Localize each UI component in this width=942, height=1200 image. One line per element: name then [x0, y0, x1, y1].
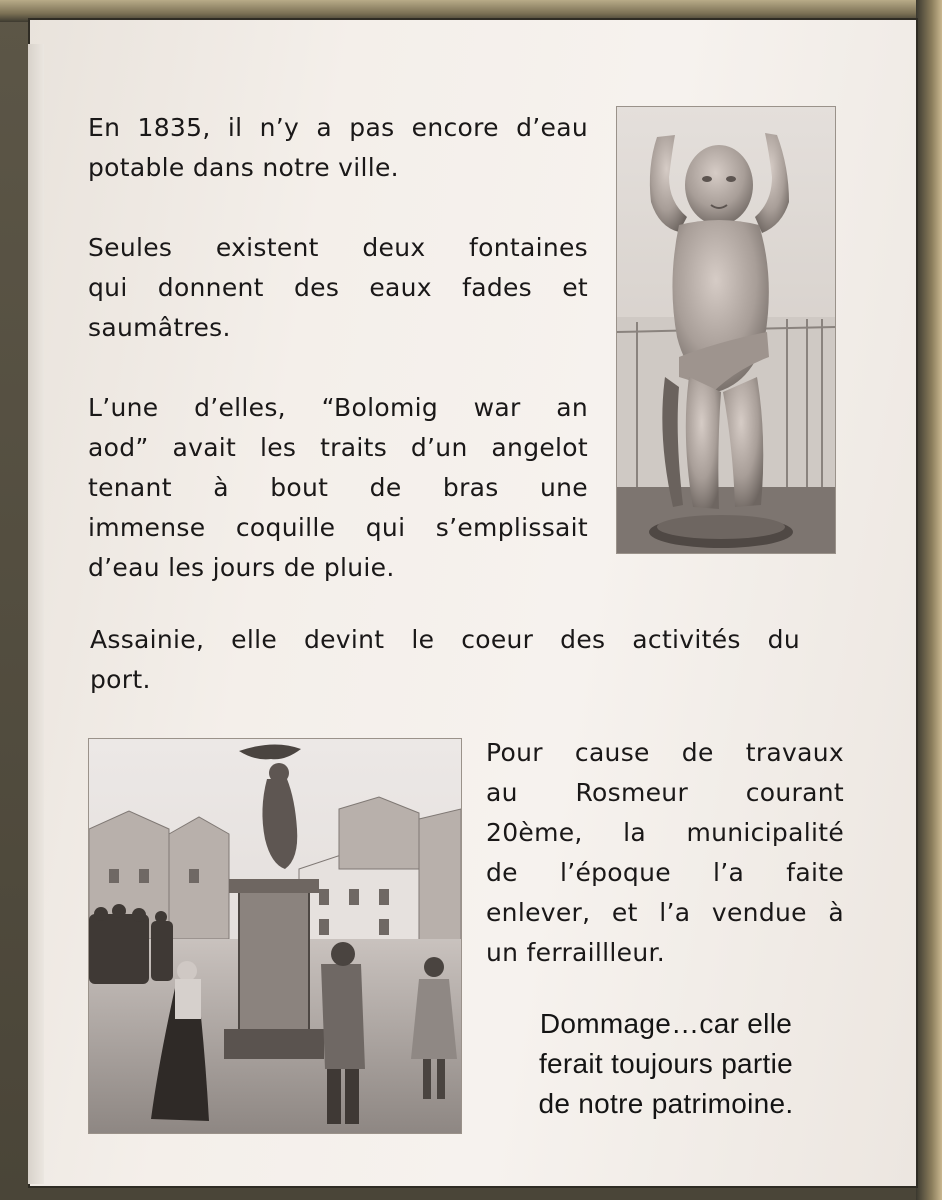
text-line: Assainie, elle devint le coeur des activités du [90, 625, 800, 654]
text-line: d’eau les jours de pluie. [88, 553, 395, 582]
paragraph-5 [486, 733, 844, 973]
text-line: de notre patrimoine. [538, 1088, 794, 1119]
text-line: 20ème, la municipalité [486, 818, 844, 847]
text-line: de l’époque l’a faite [486, 858, 844, 887]
text-line: port. [90, 665, 151, 694]
paragraph-3 [88, 388, 588, 588]
text-line: au Rosmeur courant [486, 778, 844, 807]
text-line: qui donnent des eaux fades et [88, 273, 588, 302]
text-line: Seules existent deux fontaines [88, 233, 588, 262]
text-line: tenant à bout de bras une [88, 473, 588, 502]
paragraph-1 [88, 108, 588, 188]
text-line: Dommage…car elle [539, 1008, 793, 1039]
cherub-statue-photo [616, 106, 836, 554]
text-line: un ferraillleur. [486, 938, 665, 967]
paragraph-2 [88, 228, 588, 348]
text-line: aod” avait les traits d’un angelot [88, 433, 588, 462]
text-line: enlever, et l’a vendue à [486, 898, 844, 927]
historic-fountain-photo [88, 738, 462, 1134]
text-line: potable dans notre ville. [88, 153, 399, 182]
text-line: L’une d’elles, “Bolomig war an [88, 393, 588, 422]
text-line: immense coquille qui s’emplissait [88, 513, 588, 542]
text-line: En 1835, il n’y a pas encore d’eau [88, 113, 588, 142]
text-line: ferait toujours partie [538, 1048, 794, 1079]
wall-background [916, 0, 942, 1200]
text-line: saumâtres. [88, 313, 231, 342]
text-line: Pour cause de travaux [486, 738, 844, 767]
paragraph-4 [90, 620, 800, 700]
conclusion-paragraph [496, 1004, 836, 1124]
sheet-edge-shadow [28, 44, 44, 1184]
